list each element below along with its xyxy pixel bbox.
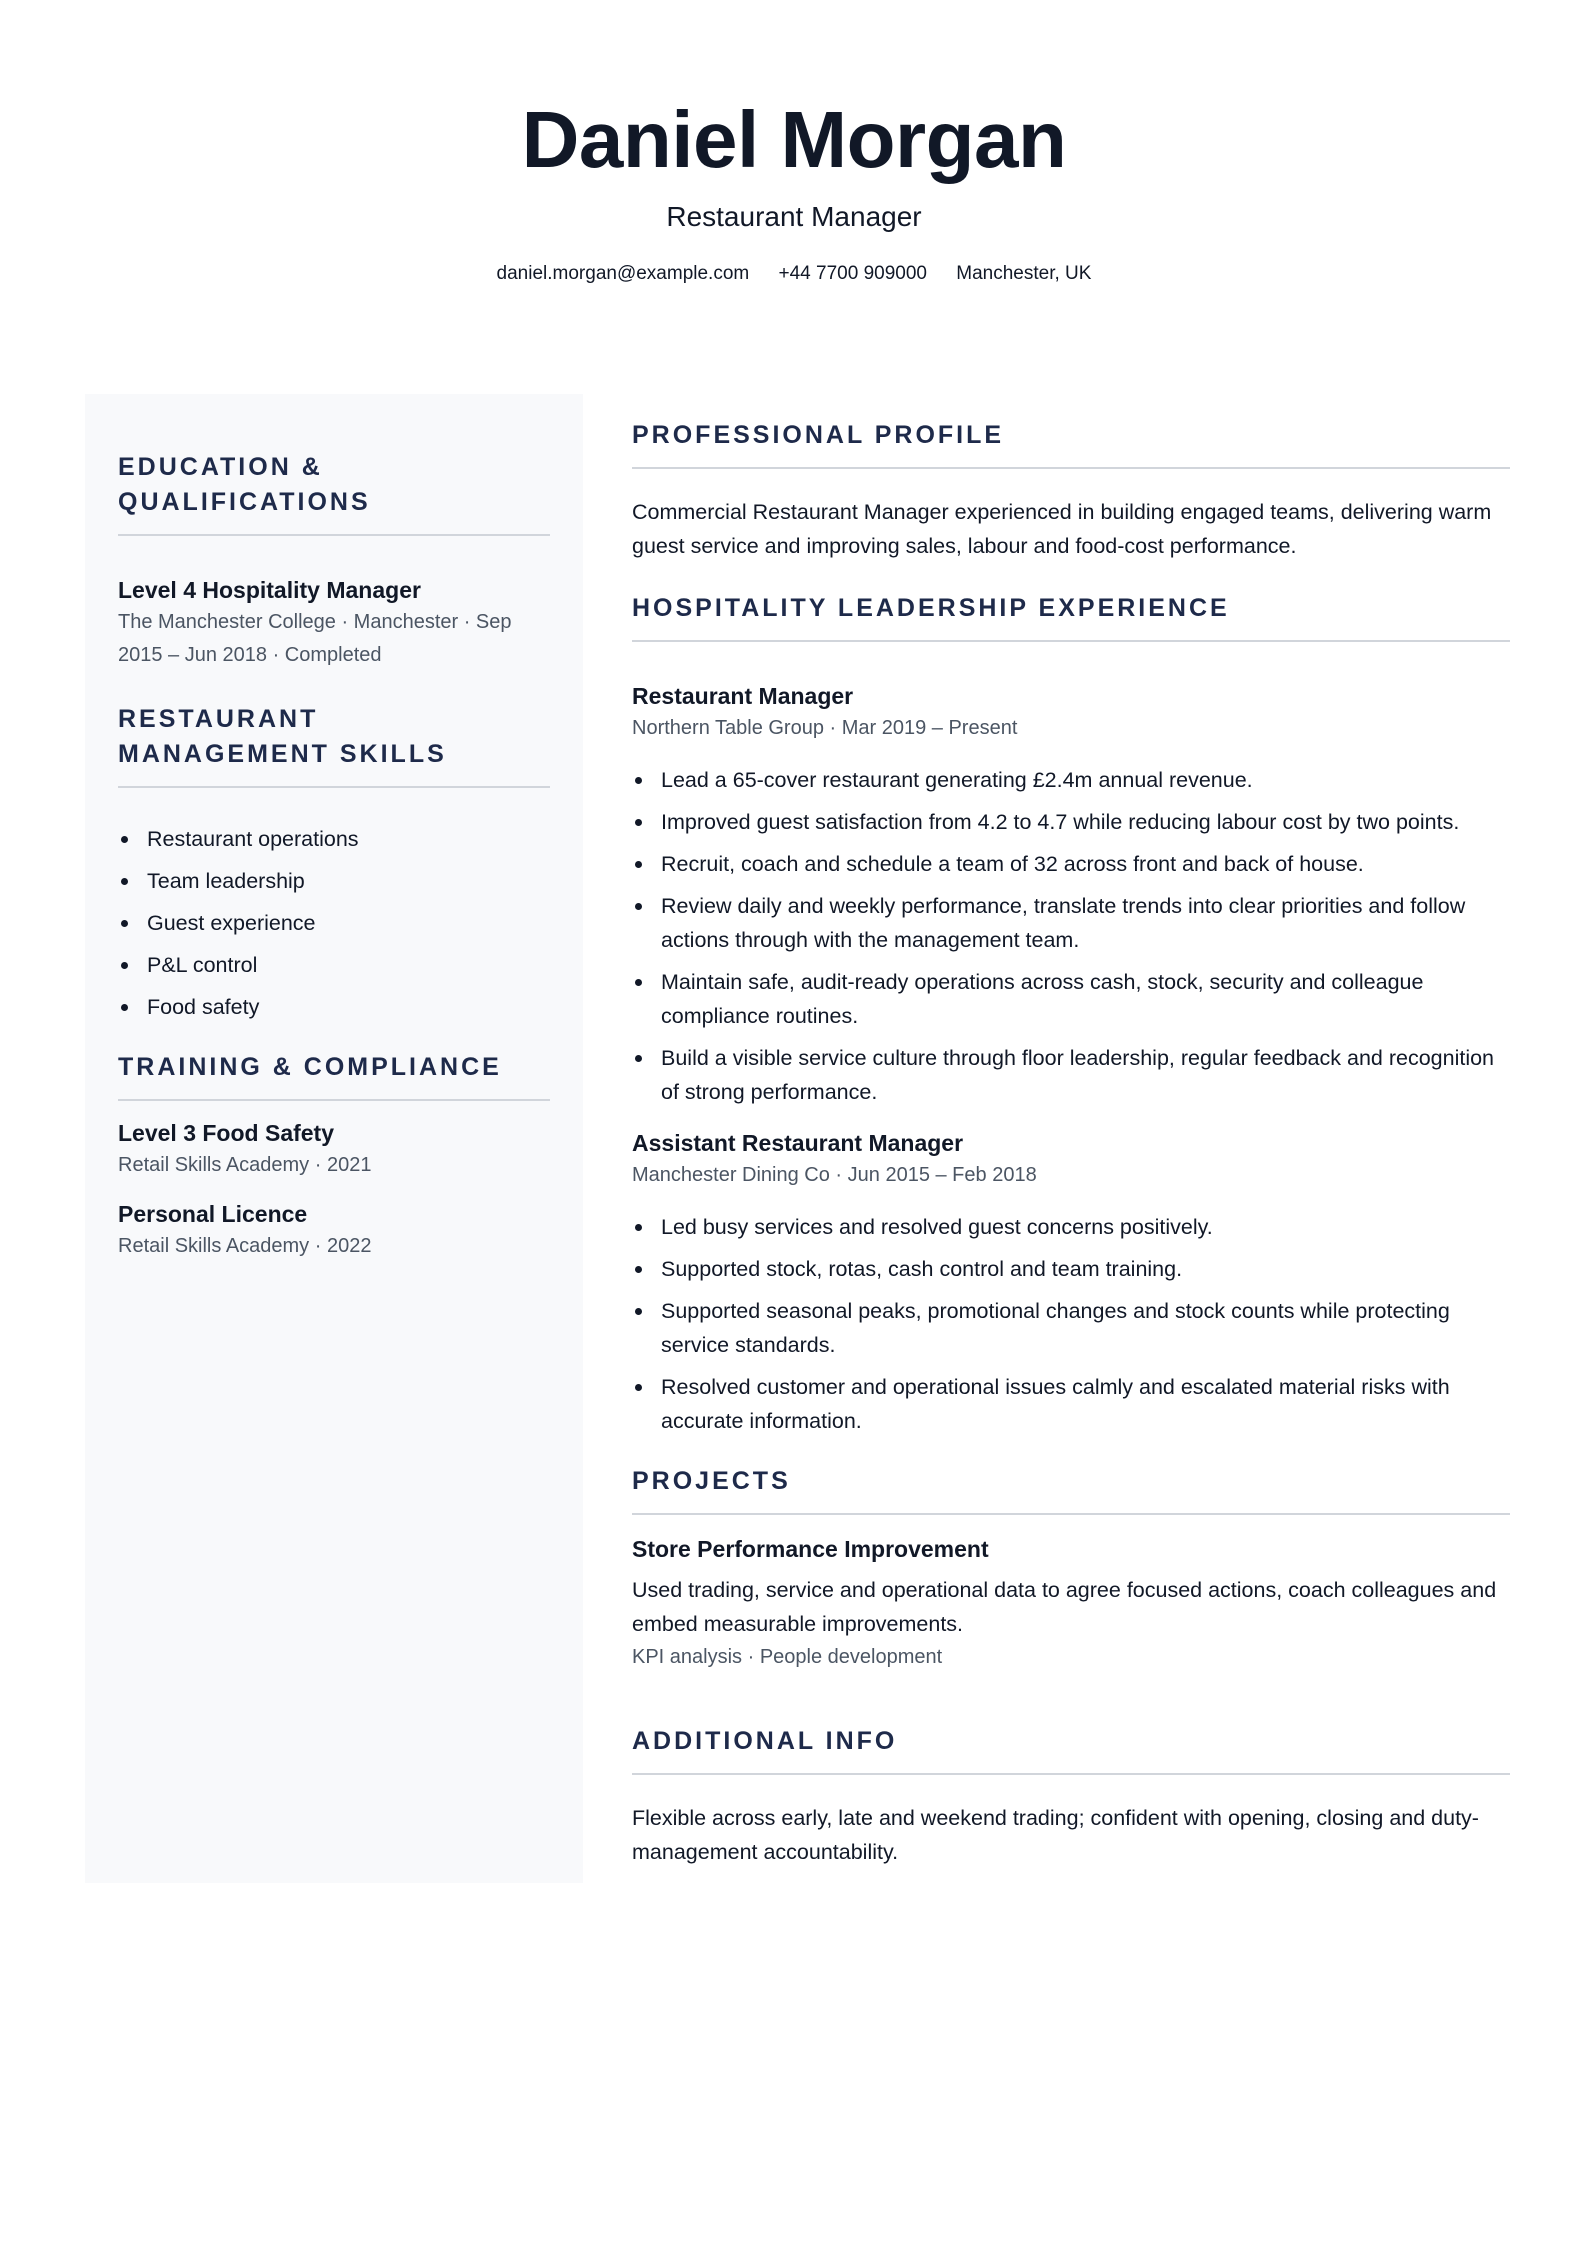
list-item: Review daily and weekly performance, translate trends into clear priorities and follow actions through with the management team. [632,889,1510,957]
list-item: Food safety [118,990,550,1024]
list-item: Restaurant operations [118,822,550,856]
list-item: Led busy services and resolved guest concerns positively. [632,1210,1510,1244]
profile-section [632,418,1510,563]
project-meta: KPI analysis · People development [632,1646,943,1668]
project-item [632,1533,1510,1674]
training-title: TRAINING & COMPLIANCE [118,1053,502,1081]
skills-title: RESTAURANT MANAGEMENT SKILLS [118,705,447,768]
training-item-meta: Retail Skills Academy · 2021 [118,1154,372,1176]
list-item: Build a visible service culture through floor leadership, regular feedback and recognition of strong performance. [632,1041,1510,1109]
list-item: Resolved customer and operational issues calmly and escalated material risks with accurate information. [632,1370,1510,1438]
education-item [118,574,550,672]
profile-text: Commercial Restaurant Manager experienced in building engaged teams, delivering warm guest service and improving sales, labour and food-cost performance. [632,500,1492,558]
job-bullets [632,1210,1510,1438]
section-divider [118,786,550,788]
list-item: Lead a 65-cover restaurant generating £2.4m annual revenue. [632,763,1510,797]
additional-title: ADDITIONAL INFO [632,1727,898,1755]
training-item-title: Level 3 Food Safety [118,1120,335,1146]
contact-line [0,262,1588,286]
project-text: Used trading, service and operational data to agree focused actions, coach colleagues and embed measurable improvements. [632,1578,1497,1636]
experience-title: HOSPITALITY LEADERSHIP EXPERIENCE [632,594,1230,622]
list-item: Maintain safe, audit-ready operations across cash, stock, security and colleague compliance routines. [632,965,1510,1033]
additional-section [632,1724,1510,1869]
list-item: Recruit, coach and schedule a team of 32 across front and back of house. [632,847,1510,881]
contact-email: daniel.morgan@example.com [496,263,750,284]
job-meta: Northern Table Group · Mar 2019 – Present [632,717,1018,739]
project-title: Store Performance Improvement [632,1536,989,1562]
job-entry [632,680,1510,1109]
list-item: Guest experience [118,906,550,940]
job-title: Assistant Restaurant Manager [632,1130,964,1156]
section-divider [118,534,550,536]
projects-section [632,1464,1510,1674]
list-item: Supported stock, rotas, cash control and team training. [632,1252,1510,1286]
list-item: Supported seasonal peaks, promotional changes and stock counts while protecting service standards. [632,1294,1510,1362]
job-meta: Manchester Dining Co · Jun 2015 – Feb 2018 [632,1164,1037,1186]
section-divider [118,1099,550,1101]
section-divider [632,1773,1510,1775]
contact-location: Manchester, UK [956,263,1092,284]
education-title: EDUCATION & QUALIFICATIONS [118,453,371,516]
training-item-meta: Retail Skills Academy · 2022 [118,1235,372,1257]
section-divider [632,467,1510,469]
profile-title: PROFESSIONAL PROFILE [632,421,1005,449]
main-content [632,418,1510,1869]
training-section [118,1050,550,1263]
job-entry [632,1127,1510,1438]
candidate-name: Daniel Morgan [521,95,1067,184]
additional-text: Flexible across early, late and weekend trading; confident with opening, closing and duty-management accountability. [632,1806,1479,1864]
skills-section [118,702,550,1024]
section-divider [632,1513,1510,1515]
skills-list [118,822,550,1024]
resume-header [0,92,1588,286]
training-item-title: Personal Licence [118,1201,308,1227]
education-item-title: Level 4 Hospitality Manager [118,577,421,603]
projects-title: PROJECTS [632,1467,791,1495]
list-item: Team leadership [118,864,550,898]
candidate-role: Restaurant Manager [666,201,922,232]
education-item-meta: The Manchester College · Manchester · Sep 2015 – Jun 2018 · Completed [118,611,512,666]
section-divider [632,640,1510,642]
list-item: P&L control [118,948,550,982]
job-bullets [632,763,1510,1109]
list-item: Improved guest satisfaction from 4.2 to 4.7 while reducing labour cost by two points. [632,805,1510,839]
education-section [118,450,550,672]
sidebar [85,394,583,1883]
training-item [118,1198,550,1263]
experience-section [632,591,1510,1438]
job-title: Restaurant Manager [632,683,854,709]
contact-phone: +44 7700 909000 [778,263,927,284]
training-item [118,1117,550,1182]
